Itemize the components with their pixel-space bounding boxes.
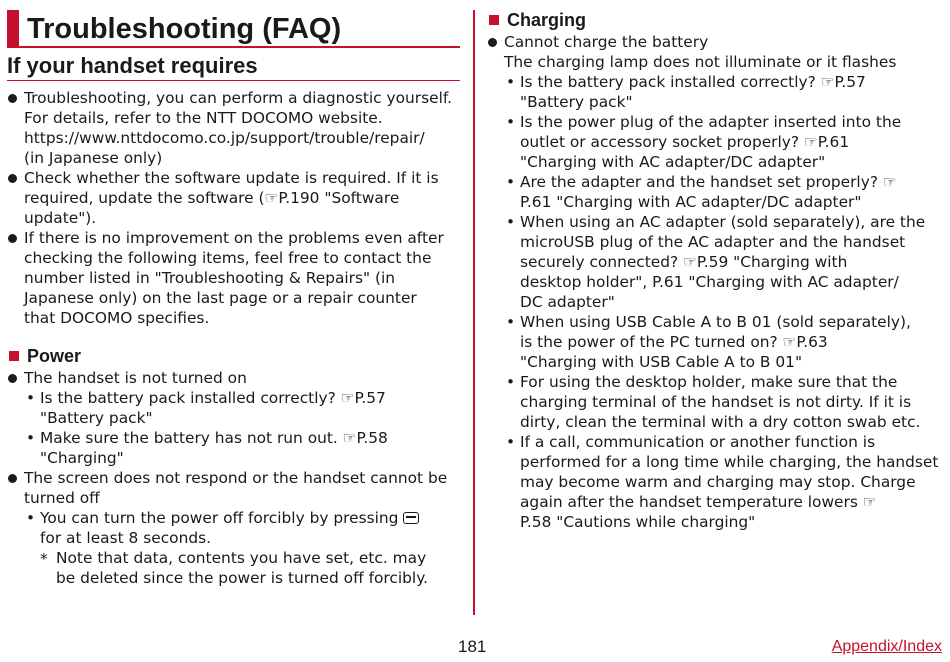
power-end-key-icon — [403, 512, 419, 524]
charging-question: Cannot charge the battery — [487, 32, 947, 52]
right-column — [487, 10, 947, 532]
appendix-index-link[interactable]: Appendix/Index — [831, 638, 942, 655]
power-question: The screen does not respond or the handset cannot be turned off — [7, 468, 467, 508]
section-title: If your handset requires — [7, 53, 460, 81]
charging-answer: • When using an AC adapter (sold separately), are the microUSB plug of the AC adapter and the handset securely connected? ☞P.59 "Charging with desktop holder", P.61 "Charging with AC adapter/ DC adapter" — [504, 212, 947, 312]
power-note: * Note that data, contents you have set, etc. may be deleted since the power is turned off forcibly. — [40, 548, 467, 588]
power-answer: • You can turn the power off forcibly by pressing for at least 8 seconds. — [24, 508, 467, 548]
charging-answer: • For using the desktop holder, make sure that the charging terminal of the handset is not dirty. If it is dirty, clean the terminal with a dry cotton swab etc. — [504, 372, 947, 432]
charging-answer: • When using USB Cable A to B 01 (sold separately), is the power of the PC turned on? ☞P.63 "Charging with USB Cable A to B 01" — [504, 312, 947, 372]
intro-item: Troubleshooting, you can perform a diagnostic yourself. For details, refer to the NTT DOCOMO website. https://www.nttdocomo.co.jp/support/trouble/repair/ (in Japanese only) — [7, 88, 467, 168]
charging-answer: • Are the adapter and the handset set properly? ☞ P.61 "Charging with AC adapter/DC adapter" — [504, 172, 947, 212]
intro-item: If there is no improvement on the problems even after checking the following items, feel free to contact the number listed in "Troubleshooting & Repairs" (in Japanese only) on the last page or a repair counter that DOCOMO specifies. — [7, 228, 467, 328]
red-square-icon — [9, 351, 19, 361]
power-answer: • Is the battery pack installed correctly? ☞P.57 "Battery pack" — [24, 388, 467, 428]
power-question: The handset is not turned on — [7, 368, 467, 388]
intro-item: Check whether the software update is required. If it is required, update the software (☞P.190 "Software update"). — [7, 168, 467, 228]
power-answer: • Make sure the battery has not run out. ☞P.58 "Charging" — [24, 428, 467, 468]
column-divider — [473, 10, 475, 615]
page-number: 181 — [458, 637, 487, 656]
power-heading: Power — [7, 346, 467, 366]
charging-answer: • If a call, communication or another function is performed for a long time while charging, the handset may become warm and charging may stop. Charge again after the handset temperature lowers ☞ P.58 "Cautions while charging" — [504, 432, 947, 532]
red-square-icon — [489, 15, 499, 25]
charging-answer: • Is the power plug of the adapter inserted into the outlet or accessory socket properly? ☞P.61 "Charging with AC adapter/DC adapter" — [504, 112, 947, 172]
left-column — [7, 88, 467, 588]
charging-heading: Charging — [487, 10, 947, 30]
support-url: https://www.nttdocomo.co.jp/support/trouble/repair/ — [24, 129, 425, 147]
page-title: Troubleshooting (FAQ) — [7, 10, 460, 48]
charging-answer: • Is the battery pack installed correctly? ☞P.57 "Battery pack" — [504, 72, 947, 112]
charging-question-detail: The charging lamp does not illuminate or it flashes — [504, 53, 897, 71]
